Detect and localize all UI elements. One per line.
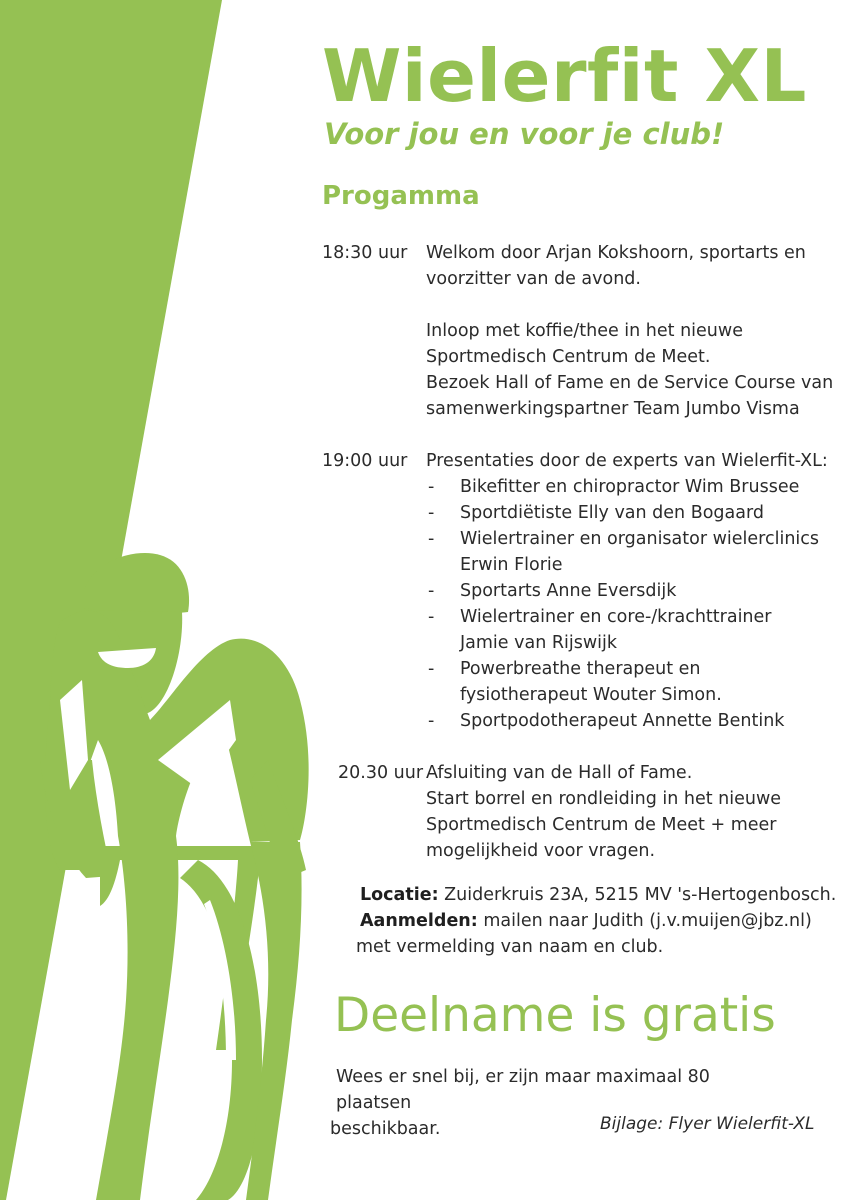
location-line — [356, 882, 836, 908]
program-schedule — [322, 240, 834, 890]
slot-text: Inloop met koffie/thee in het nieuwe — [426, 321, 743, 341]
list-item: - Powerbreathe therapeut en fysiotherapeut Wouter Simon. — [426, 656, 822, 708]
slot-time: 18:30 uur — [322, 243, 408, 263]
program-slot-2030 — [322, 760, 822, 864]
event-info — [356, 882, 836, 960]
slot-description — [426, 240, 834, 422]
spacer — [426, 292, 822, 318]
attachment-note: Bijlage: Flyer Wielerfit-XL — [600, 1114, 815, 1134]
slot-time: 20.30 uur — [338, 763, 424, 783]
slot-text: Presentaties door de experts van Wielerfit-XL: — [426, 451, 828, 471]
location-label: Locatie: — [360, 885, 439, 905]
register-line — [356, 908, 836, 934]
list-item: - Sportpodotherapeut Annette Bentink — [426, 708, 822, 734]
list-item: - Bikefitter en chiropractor Wim Brussee — [426, 474, 822, 500]
note-line: Wees er snel bij, er zijn maar maximaal 80 plaatsen — [336, 1067, 710, 1113]
slot-text: Sportmedisch Centrum de Meet. — [426, 347, 711, 367]
slot-text: Bezoek Hall of Fame en de Service Course van — [426, 373, 834, 393]
slot-text: mogelijkheid voor vragen. — [426, 841, 656, 861]
slot-text: samenwerkingspartner Team Jumbo Visma — [426, 399, 800, 419]
free-participation-heading: Deelname is gratis — [334, 988, 776, 1043]
program-slot-1830 — [322, 240, 834, 422]
list-item: - Sportdiëtiste Elly van den Bogaard — [426, 500, 822, 526]
slot-text: Sportmedisch Centrum de Meet + meer — [426, 815, 777, 835]
program-heading: Progamma — [322, 181, 480, 211]
list-item: - Wielertrainer en core-/krachttrainer Jamie van Rijswijk — [426, 604, 822, 656]
slot-text: Start borrel en rondleiding in het nieuwe — [426, 789, 782, 809]
slot-text: Afsluiting van de Hall of Fame. — [426, 763, 693, 783]
flyer-subtitle: Voor jou en voor je club! — [324, 117, 725, 151]
slot-description — [426, 760, 822, 864]
slot-description — [426, 448, 828, 734]
speaker-list — [426, 474, 822, 734]
register-note: met vermelding van naam en club. — [356, 937, 664, 957]
list-item: - Sportarts Anne Eversdijk — [426, 578, 822, 604]
note-line: beschikbaar. — [330, 1119, 441, 1139]
register-label: Aanmelden: — [360, 911, 478, 931]
slot-text: Welkom door Arjan Kokshoorn, sportarts en — [426, 243, 806, 263]
slot-text: voorzitter van de avond. — [426, 269, 641, 289]
cyclist-silhouette — [40, 553, 309, 1200]
slot-time: 19:00 uur — [322, 451, 408, 471]
register-value: mailen naar Judith (j.v.muijen@jbz.nl) — [477, 911, 812, 931]
list-item: - Wielertrainer en organisator wielerclinics Erwin Florie — [426, 526, 822, 578]
flyer-title: Wielerfit XL — [322, 34, 807, 118]
program-slot-1900 — [322, 448, 828, 734]
location-value: Zuiderkruis 23A, 5215 MV 's-Hertogenbosch. — [438, 885, 837, 905]
